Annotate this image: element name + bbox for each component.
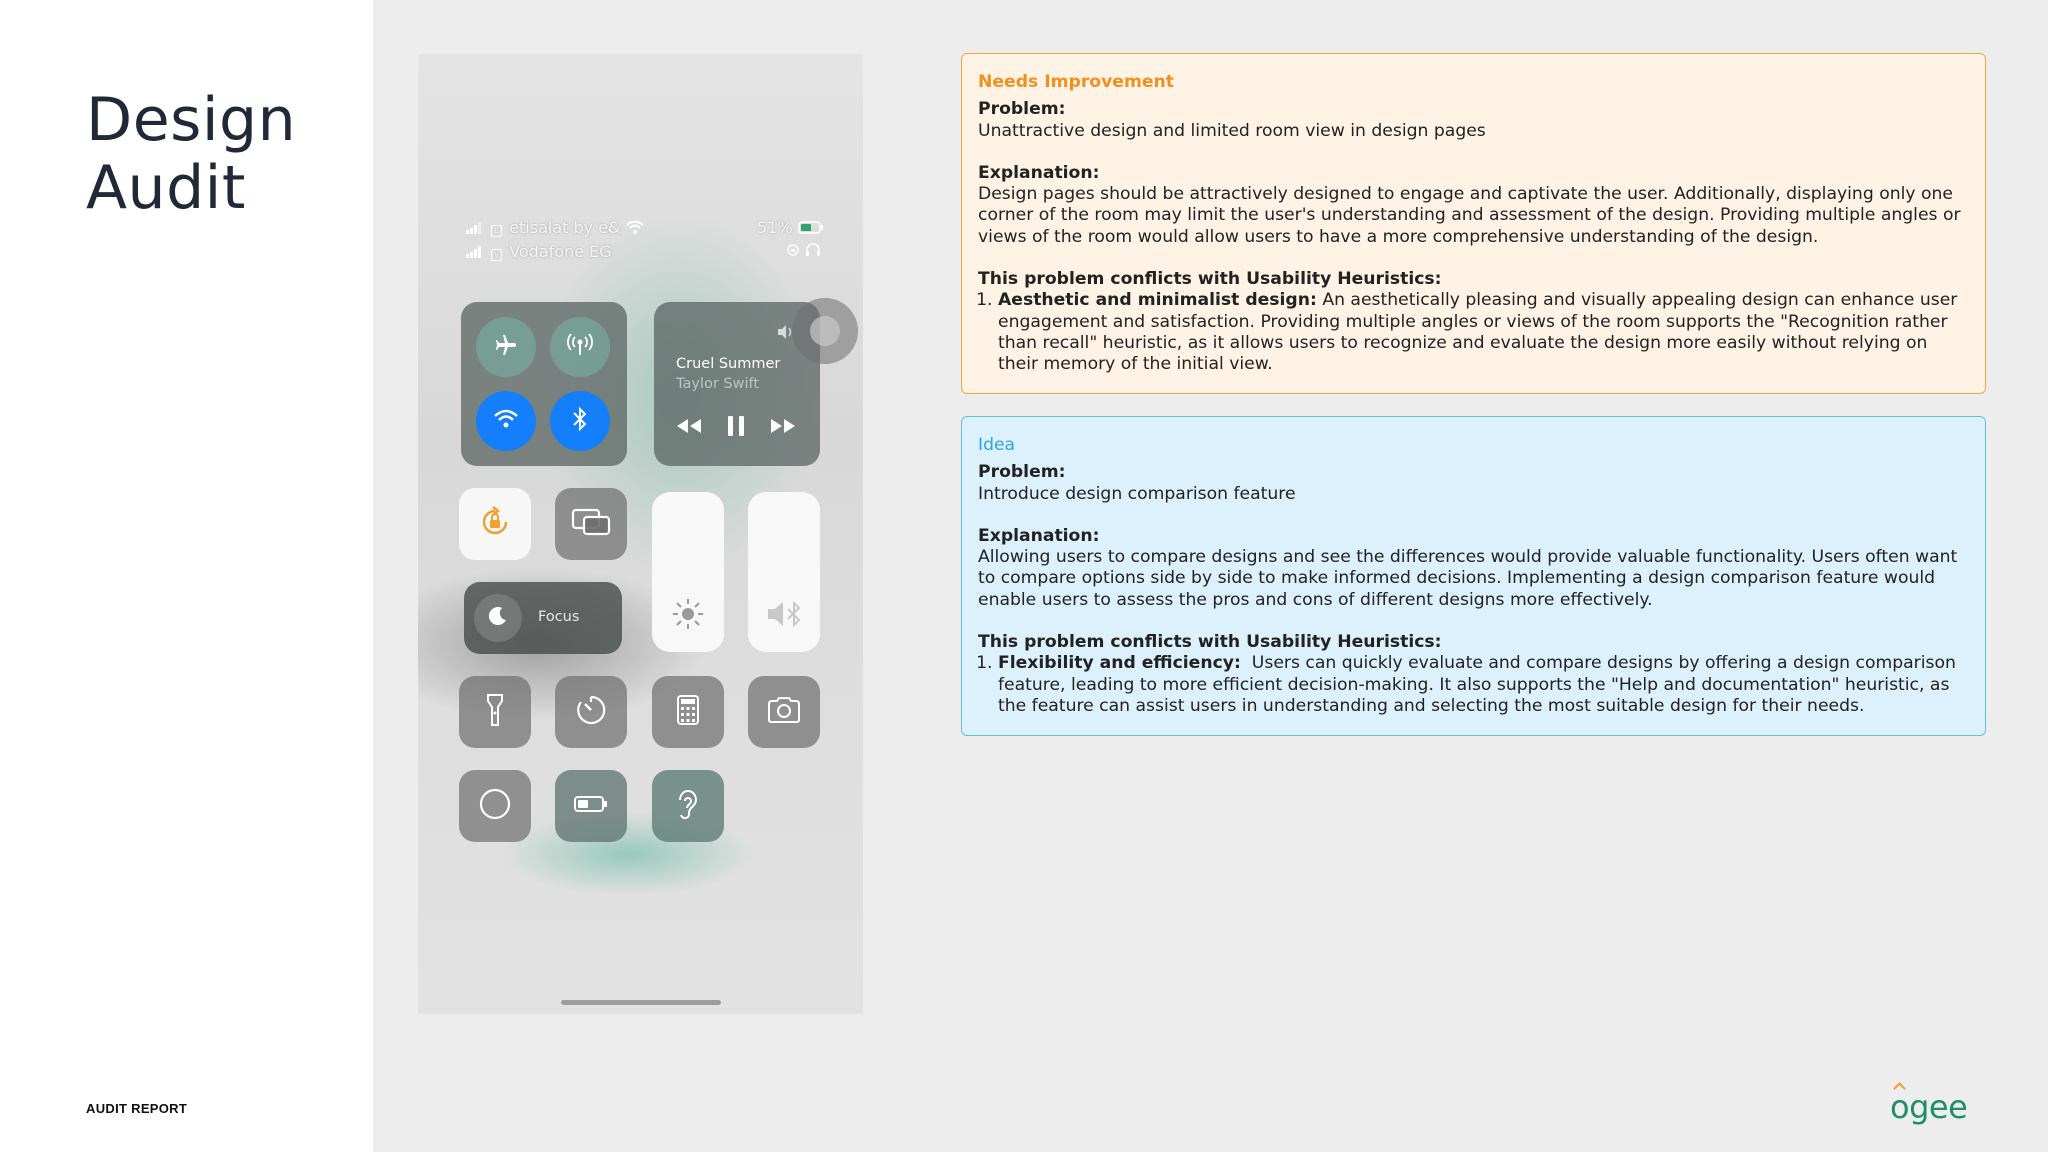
cellular-icon bbox=[566, 332, 594, 363]
screen-mirroring-icon bbox=[571, 507, 611, 542]
status-row-2 bbox=[466, 242, 612, 261]
low-power-icon bbox=[573, 795, 609, 818]
needs-improvement-card bbox=[961, 53, 1986, 394]
airplane-icon bbox=[493, 332, 519, 363]
orientation-lock-toggle[interactable] bbox=[459, 488, 531, 560]
card-tag: Needs Improvement bbox=[978, 72, 1174, 92]
song-title: Cruel Summer bbox=[676, 356, 781, 372]
screen-record-toggle[interactable] bbox=[459, 770, 531, 842]
focus-label: Focus bbox=[538, 609, 580, 625]
card-tag: Idea bbox=[978, 435, 1016, 455]
timer-icon bbox=[575, 694, 607, 731]
title-line-2: Audit bbox=[86, 153, 246, 223]
explanation-heading: Explanation: bbox=[978, 525, 1100, 546]
screen-mirroring-toggle[interactable] bbox=[555, 488, 627, 560]
low-power-toggle[interactable] bbox=[555, 770, 627, 842]
explanation-heading: Explanation: bbox=[978, 162, 1100, 183]
problem-text: Introduce design comparison feature bbox=[978, 483, 1296, 504]
heuristic-name: Aesthetic and minimalist design: bbox=[998, 290, 1317, 311]
sidebar bbox=[0, 0, 373, 1152]
brightness-slider[interactable] bbox=[652, 492, 724, 652]
sim-icon: E bbox=[491, 225, 502, 237]
wifi-toggle[interactable] bbox=[476, 391, 536, 451]
bluetooth-toggle[interactable] bbox=[550, 391, 610, 451]
song-artist: Taylor Swift bbox=[676, 376, 760, 392]
carrier-1: etisalat by e& bbox=[509, 218, 621, 237]
battery-percent: 51% bbox=[757, 218, 793, 237]
volume-icon bbox=[766, 600, 804, 633]
flashlight-icon bbox=[486, 693, 504, 732]
pause-button[interactable] bbox=[727, 415, 745, 442]
signal-icon bbox=[466, 222, 484, 234]
page-title bbox=[86, 86, 296, 222]
heuristic-name: Flexibility and efficiency: bbox=[998, 653, 1241, 674]
calculator-icon bbox=[676, 694, 700, 731]
brightness-icon bbox=[670, 596, 706, 637]
wifi-icon bbox=[493, 408, 519, 435]
heuristics-list bbox=[998, 290, 1969, 375]
title-line-1: Design bbox=[86, 85, 297, 155]
volume-knob[interactable] bbox=[792, 298, 858, 364]
home-indicator[interactable] bbox=[561, 1000, 721, 1005]
battery-icon bbox=[798, 218, 824, 237]
footer-label: AUDIT REPORT bbox=[86, 1101, 188, 1116]
orientation-lock-icon bbox=[478, 505, 512, 544]
cellular-data-toggle[interactable] bbox=[550, 317, 610, 377]
timer-toggle[interactable] bbox=[555, 676, 627, 748]
heuristic-text: An aesthetically pleasing and visually appealing design can enhance user engagement and satisfaction. Providing multiple angles or views of the room supports the "Recognition rather than recall" heuristic, as it allows users to recognize and evaluate the design more easily without relying on their memory of the initial view. bbox=[998, 290, 1958, 375]
logo-text: ogee bbox=[1890, 1088, 1968, 1126]
moon-icon bbox=[487, 605, 509, 632]
flashlight-toggle[interactable] bbox=[459, 676, 531, 748]
ogee-logo bbox=[1890, 1088, 1967, 1126]
bluetooth-icon bbox=[571, 406, 589, 437]
rewind-button[interactable] bbox=[676, 418, 702, 439]
calculator-toggle[interactable] bbox=[652, 676, 724, 748]
heuristic-text: Users can quickly evaluate and compare designs by offering a design comparison feature, leading to more efficient decision-making. It also supports the "Help and documentation" heuristic, as the feature can assist users in understanding and selecting the most suitable design for their needs. bbox=[998, 653, 1956, 716]
connectivity-module[interactable] bbox=[461, 302, 627, 466]
sim-icon-2: V bbox=[491, 249, 502, 261]
battery-status bbox=[757, 218, 824, 237]
control-center-screenshot bbox=[418, 54, 863, 1014]
wifi-status-icon bbox=[626, 218, 644, 237]
heuristic-item bbox=[998, 653, 1969, 717]
explanation-text: Design pages should be attractively designed to engage and captivate the user. Additionally, displaying only one corner of the room may limit the user's understanding and assessment of the design. Providing multiple angles or views of the room would allow users to have a more comprehensive understanding of the design. bbox=[978, 184, 1961, 247]
hearing-icon bbox=[675, 787, 701, 826]
airplane-mode-toggle[interactable] bbox=[476, 317, 536, 377]
status-icons-row-2 bbox=[786, 242, 821, 261]
problem-heading: Problem: bbox=[978, 462, 1066, 483]
carrier-2: Vodafone EG bbox=[509, 242, 612, 261]
hearing-toggle[interactable] bbox=[652, 770, 724, 842]
signal-icon-2 bbox=[466, 246, 484, 258]
conflicts-heading: This problem conflicts with Usability Heuristics: bbox=[978, 632, 1442, 653]
camera-toggle[interactable] bbox=[748, 676, 820, 748]
now-playing-module[interactable] bbox=[654, 302, 820, 466]
camera-icon bbox=[767, 696, 801, 729]
status-row-1 bbox=[466, 218, 644, 237]
heuristics-list bbox=[998, 653, 1969, 717]
idea-card bbox=[961, 416, 1986, 736]
volume-slider[interactable] bbox=[748, 492, 820, 652]
heuristic-item bbox=[998, 290, 1969, 375]
conflicts-heading: This problem conflicts with Usability Heuristics: bbox=[978, 269, 1442, 290]
problem-heading: Problem: bbox=[978, 99, 1066, 120]
lock-rotation-icon bbox=[786, 242, 805, 261]
focus-toggle[interactable] bbox=[464, 582, 622, 654]
focus-icon-circle bbox=[474, 594, 522, 642]
problem-text: Unattractive design and limited room view in design pages bbox=[978, 120, 1486, 141]
headphones-icon bbox=[805, 242, 821, 261]
screen-record-icon bbox=[478, 787, 512, 826]
forward-button[interactable] bbox=[770, 418, 796, 439]
explanation-text: Allowing users to compare designs and see the differences would provide valuable functionality. Users often want to compare options side by side to make informed decisions. Implementing a design comparison feature would enable users to assess the pros and cons of different designs more effectively. bbox=[978, 547, 1958, 610]
